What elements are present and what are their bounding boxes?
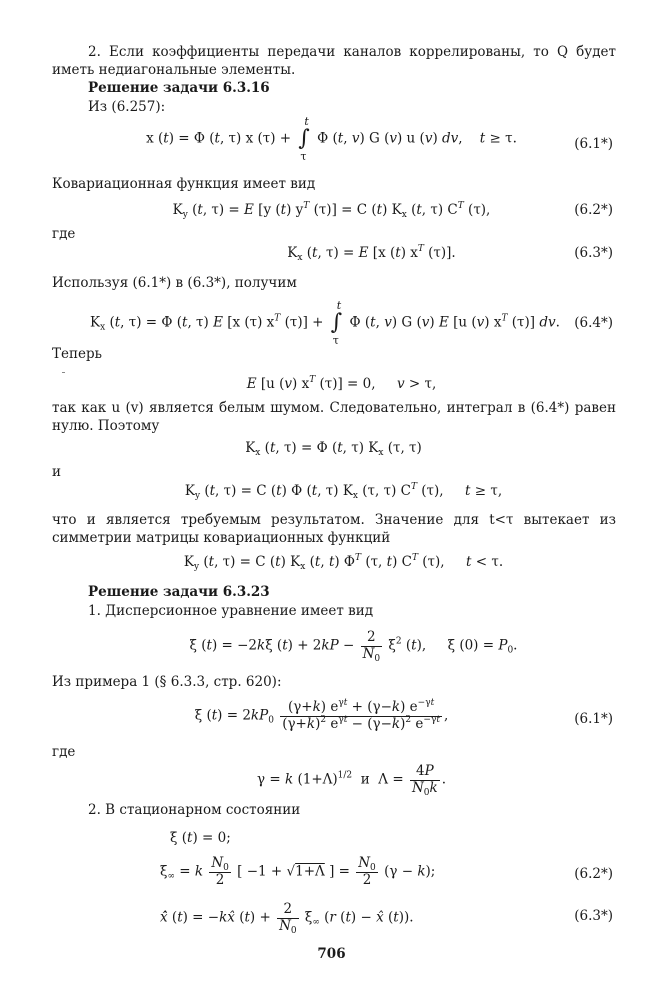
equation-body: γ = k $(1+\Lambda)^{1/2}$ и Λ = $\frac{4P}{N_0k}$ . [257, 763, 446, 798]
equation-number: (6.1*) [574, 711, 613, 727]
paragraph-from-example: Из примера 1 (§ 6.3.3, стр. 620): [52, 674, 282, 690]
print-speck [62, 372, 65, 373]
equation-ky-result [0, 483, 663, 501]
equation-gamma-lambda [0, 764, 663, 796]
equation-number: (6.3*) [574, 245, 613, 261]
section-heading-6-3-23: Решение задачи 6.3.23 [88, 584, 270, 600]
equation-body: ξ̇ (t) = −2kξ (t) + 2kP − $\frac{2}{N_0}$ $\xi^2$ (t), ξ $(0) = P_0$. [189, 629, 518, 664]
fraction: $\frac{(\gamma+k) e^{\gamma t} + (\gamma-k) e^{-\gamma t}}{(\gamma+k)^2 e^{\gamma t} - (\gamma-k)^2 e^{-\gamma t}}$ [282, 698, 440, 732]
equation-body: $K_y$ (t, τ) = E [y (t) $y^T$ (τ)] = C (t) $K_x$ (t, τ) $C^T$ (τ), [172, 201, 491, 220]
equation-body: $K_y$ (t, τ) = C (t) $K_x$ (t, t) $\Phi^T$ (τ, t) $C^T$ (τ), t < τ. [183, 553, 504, 572]
equation-body: $K_x$ (t, τ) = Φ (t, τ) $K_x$ (τ, τ) [245, 440, 422, 458]
equation-6-2 [0, 202, 663, 220]
fraction: $\frac{2}{N_0}$ [279, 901, 297, 936]
paragraph-dispersion: 1. Дисперсионное уравнение имеет вид [88, 603, 374, 619]
word-where: где [52, 226, 76, 242]
word-where-2: где [52, 744, 76, 760]
equation-steady: ξ̇ (t) = 0; [170, 830, 231, 846]
page-number: 706 [317, 946, 346, 962]
fraction: $\frac{N_0}{2}$ [358, 855, 376, 888]
section-heading-6-3-16: Решение задачи 6.3.16 [88, 80, 270, 96]
equation-body: ξ $(t) = 2kP_0$ $\frac{(\gamma+k) e^{\gamma t} + (\gamma-k) e^{-\gamma t}}{(\gamma+k)^2 e^{\gamma t} - (\gamma-k)^2 e^{-\gamma t}}$ , [194, 698, 449, 732]
paragraph-text: 2. Если коэффициенты передачи каналов коррелированы, то Q будет иметь недиагональные элементы. [52, 44, 616, 78]
equation-white-noise [0, 376, 663, 394]
paragraph-text: что и является требуемым результатом. Значение для t<τ вытекает из симметрии матрицы ковариационных функций [52, 512, 616, 546]
paragraph-correlated-channels [52, 44, 616, 79]
equation-number: (6.4*) [574, 315, 613, 331]
integral-sign: ∫ t τ [298, 115, 310, 163]
equation-body: x (t) = Φ (t, τ) x (τ) + ∫ t τ Φ (t, v) G (v) u (v) dv, t ≥ τ. [146, 115, 517, 163]
equation-body: $K_y$ (t, τ) = C (t) Φ (t, τ) $K_x$ (τ, τ) $C^T$ (τ), t ≥ τ, [184, 482, 503, 501]
equation-number: (6.2*) [574, 866, 613, 882]
equation-6-4: $K_x$ (t, τ) = Φ (t, τ) E [x (τ) $x^T$ (τ)] + ∫ t τ Φ (t, v) G (v) E [u (v) $x^T$ (τ)] dv. [90, 299, 560, 347]
equation-6-1 [0, 115, 663, 163]
equation-kx-result [0, 440, 663, 458]
paragraph-using: Используя (6.1*) в (6.3*), получим [52, 275, 297, 291]
word-now: Теперь [52, 346, 102, 362]
equation-6-3 [0, 245, 663, 263]
paragraph-from-6-257: Из (6.257): [88, 99, 166, 115]
equation-6-1-solution [0, 700, 663, 732]
equation-riccati [0, 630, 663, 662]
equation-number: (6.2*) [574, 202, 613, 218]
paragraph-text: так как u (v) является белым шумом. Следовательно, интеграл в (6.4*) равен нулю. Поэтому [52, 400, 616, 434]
fraction: $\frac{N_0}{2}$ [211, 855, 229, 888]
equation-body: E [u (v) $x^T$ (τ)] = 0, v > τ, [246, 375, 437, 392]
equation-6-2-steady: $\xi_\infty = k$ $\frac{N_0}{2}$ [ −1 + √1+Λ ] = $\frac{N_0}{2}$ (γ − k); [160, 855, 436, 888]
equation-number: (6.1*) [574, 136, 613, 152]
paragraph-required-result [52, 512, 616, 547]
paragraph-white-noise [52, 400, 616, 435]
fraction: $\frac{2}{N_0}$ [362, 629, 381, 664]
equation-6-3-filter: x̂̇ (t) = −kx̂ (t) + $\frac{2}{N_0}$ $\xi_\infty$ (r (t) − x̂ (t)). [160, 901, 414, 936]
word-and: и [52, 464, 61, 480]
fraction: $\frac{4P}{N_0k}$ [411, 763, 438, 798]
equation-ky-symmetric [0, 554, 663, 572]
equation-number: (6.3*) [574, 908, 613, 924]
equation-body: $K_x$ (t, τ) = E [x (t) $x^T$ (τ)]. [287, 244, 456, 263]
paragraph-covariance: Ковариационная функция имеет вид [52, 176, 316, 192]
paragraph-steady-state: 2. В стационарном состоянии [88, 802, 301, 818]
integral-sign: ∫ t τ [330, 299, 343, 347]
